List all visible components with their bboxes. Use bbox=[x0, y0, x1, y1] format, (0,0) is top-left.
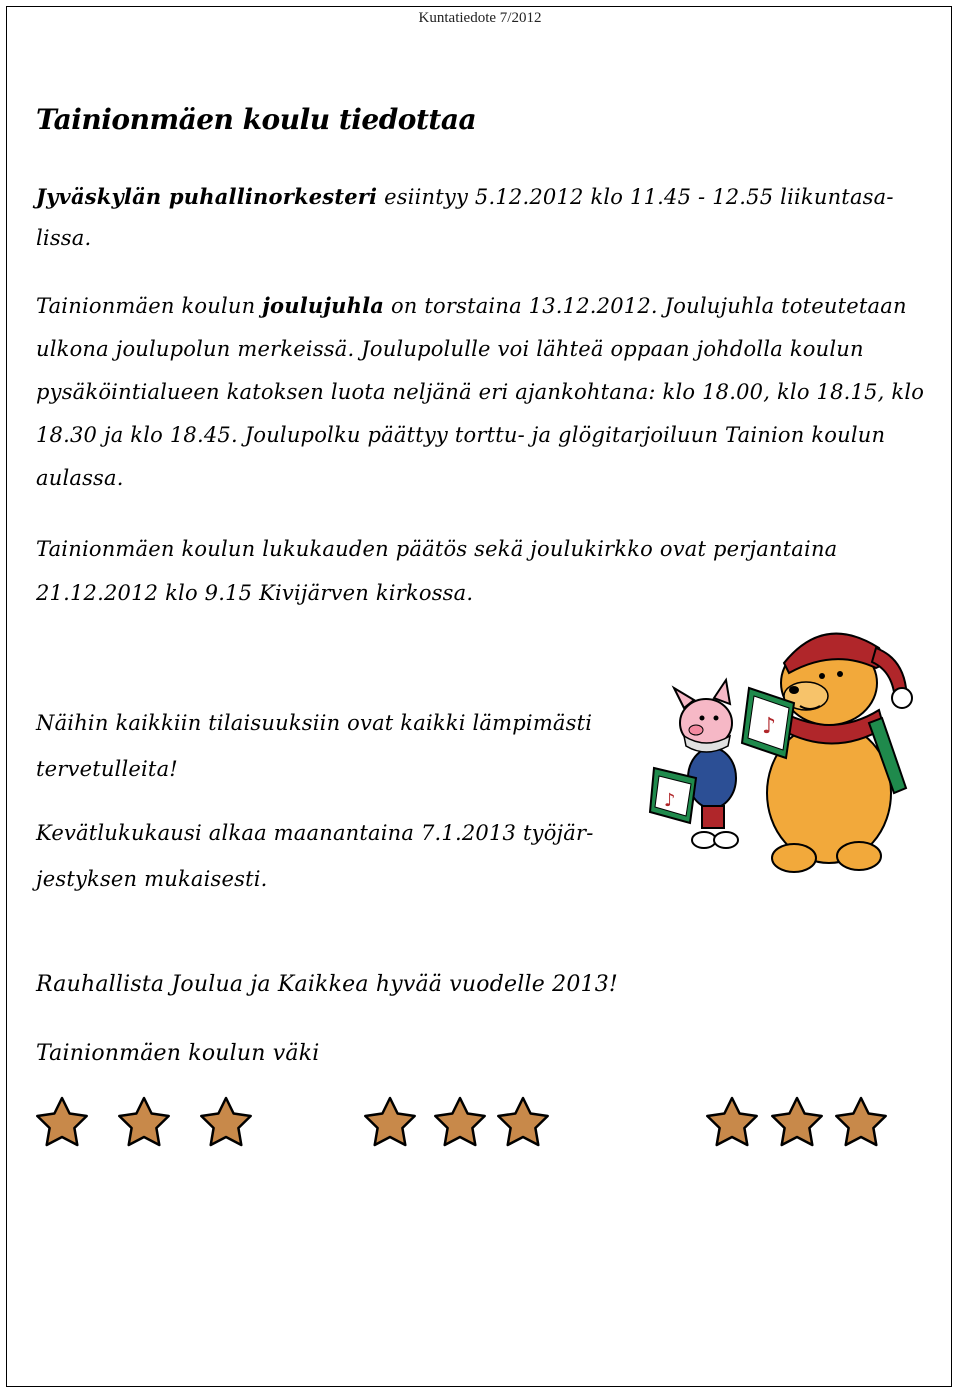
paragraph-spring-term: Kevätlukukausi alkaa maanantaina 7.1.2013 työjär-jestyksen mukaisesti. bbox=[36, 821, 594, 891]
star-icon bbox=[201, 1098, 250, 1145]
star-icon bbox=[772, 1098, 821, 1145]
paragraph-christmas-party bbox=[36, 284, 941, 500]
star-icon bbox=[435, 1098, 484, 1145]
party-details: on torstaina 13.12.2012. Joulujuhla toteutetaan ulkona joulupolun merkeissä. Joulupolulle voi lähteä oppaan johdolla koulun pysäköintialueen katoksen luota neljänä eri ajankohtana: klo 18.00, klo 18.15, klo 18.30 ja klo 18.45. Joulupolku päättyy torttu- ja glögitarjoiluun Tainion koulun aulassa. bbox=[36, 294, 925, 490]
star-icon bbox=[707, 1098, 756, 1145]
page-title: Tainionmäen koulu tiedottaa bbox=[36, 103, 477, 136]
star-icon bbox=[37, 1098, 86, 1145]
paragraph-signature: Tainionmäen koulun väki bbox=[36, 1041, 320, 1066]
party-intro: Tainionmäen koulun bbox=[36, 294, 263, 318]
star-row bbox=[0, 1094, 960, 1154]
star-icon bbox=[119, 1098, 168, 1145]
orchestra-name: Jyväskylän puhallinorkesteri bbox=[36, 184, 378, 209]
paragraph-greeting: Rauhallista Joulua ja Kaikkea hyvää vuodelle 2013! bbox=[36, 972, 618, 997]
star-icon bbox=[365, 1098, 414, 1145]
page-header: Kuntatiedote 7/2012 bbox=[418, 10, 542, 26]
orchestra-details: esiintyy 5.12.2012 klo 11.45 - 12.55 liikuntasa-lissa. bbox=[36, 185, 894, 250]
paragraph-orchestra bbox=[36, 176, 936, 259]
svg-text:♪: ♪ bbox=[762, 714, 777, 739]
party-keyword: joulujuhla bbox=[262, 293, 385, 318]
pooh-and-piglet-illustration bbox=[644, 618, 924, 873]
star-icon bbox=[836, 1098, 885, 1145]
star-icon bbox=[498, 1098, 547, 1145]
paragraph-welcome: Näihin kaikkiin tilaisuuksiin ovat kaikki lämpimästi tervetulleita! bbox=[36, 711, 593, 781]
svg-text:♪: ♪ bbox=[664, 790, 676, 811]
paragraph-term-end: Tainionmäen koulun lukukauden päätös sekä joulukirkko ovat perjantaina 21.12.2012 klo 9.15 Kivijärven kirkossa. bbox=[36, 537, 838, 605]
